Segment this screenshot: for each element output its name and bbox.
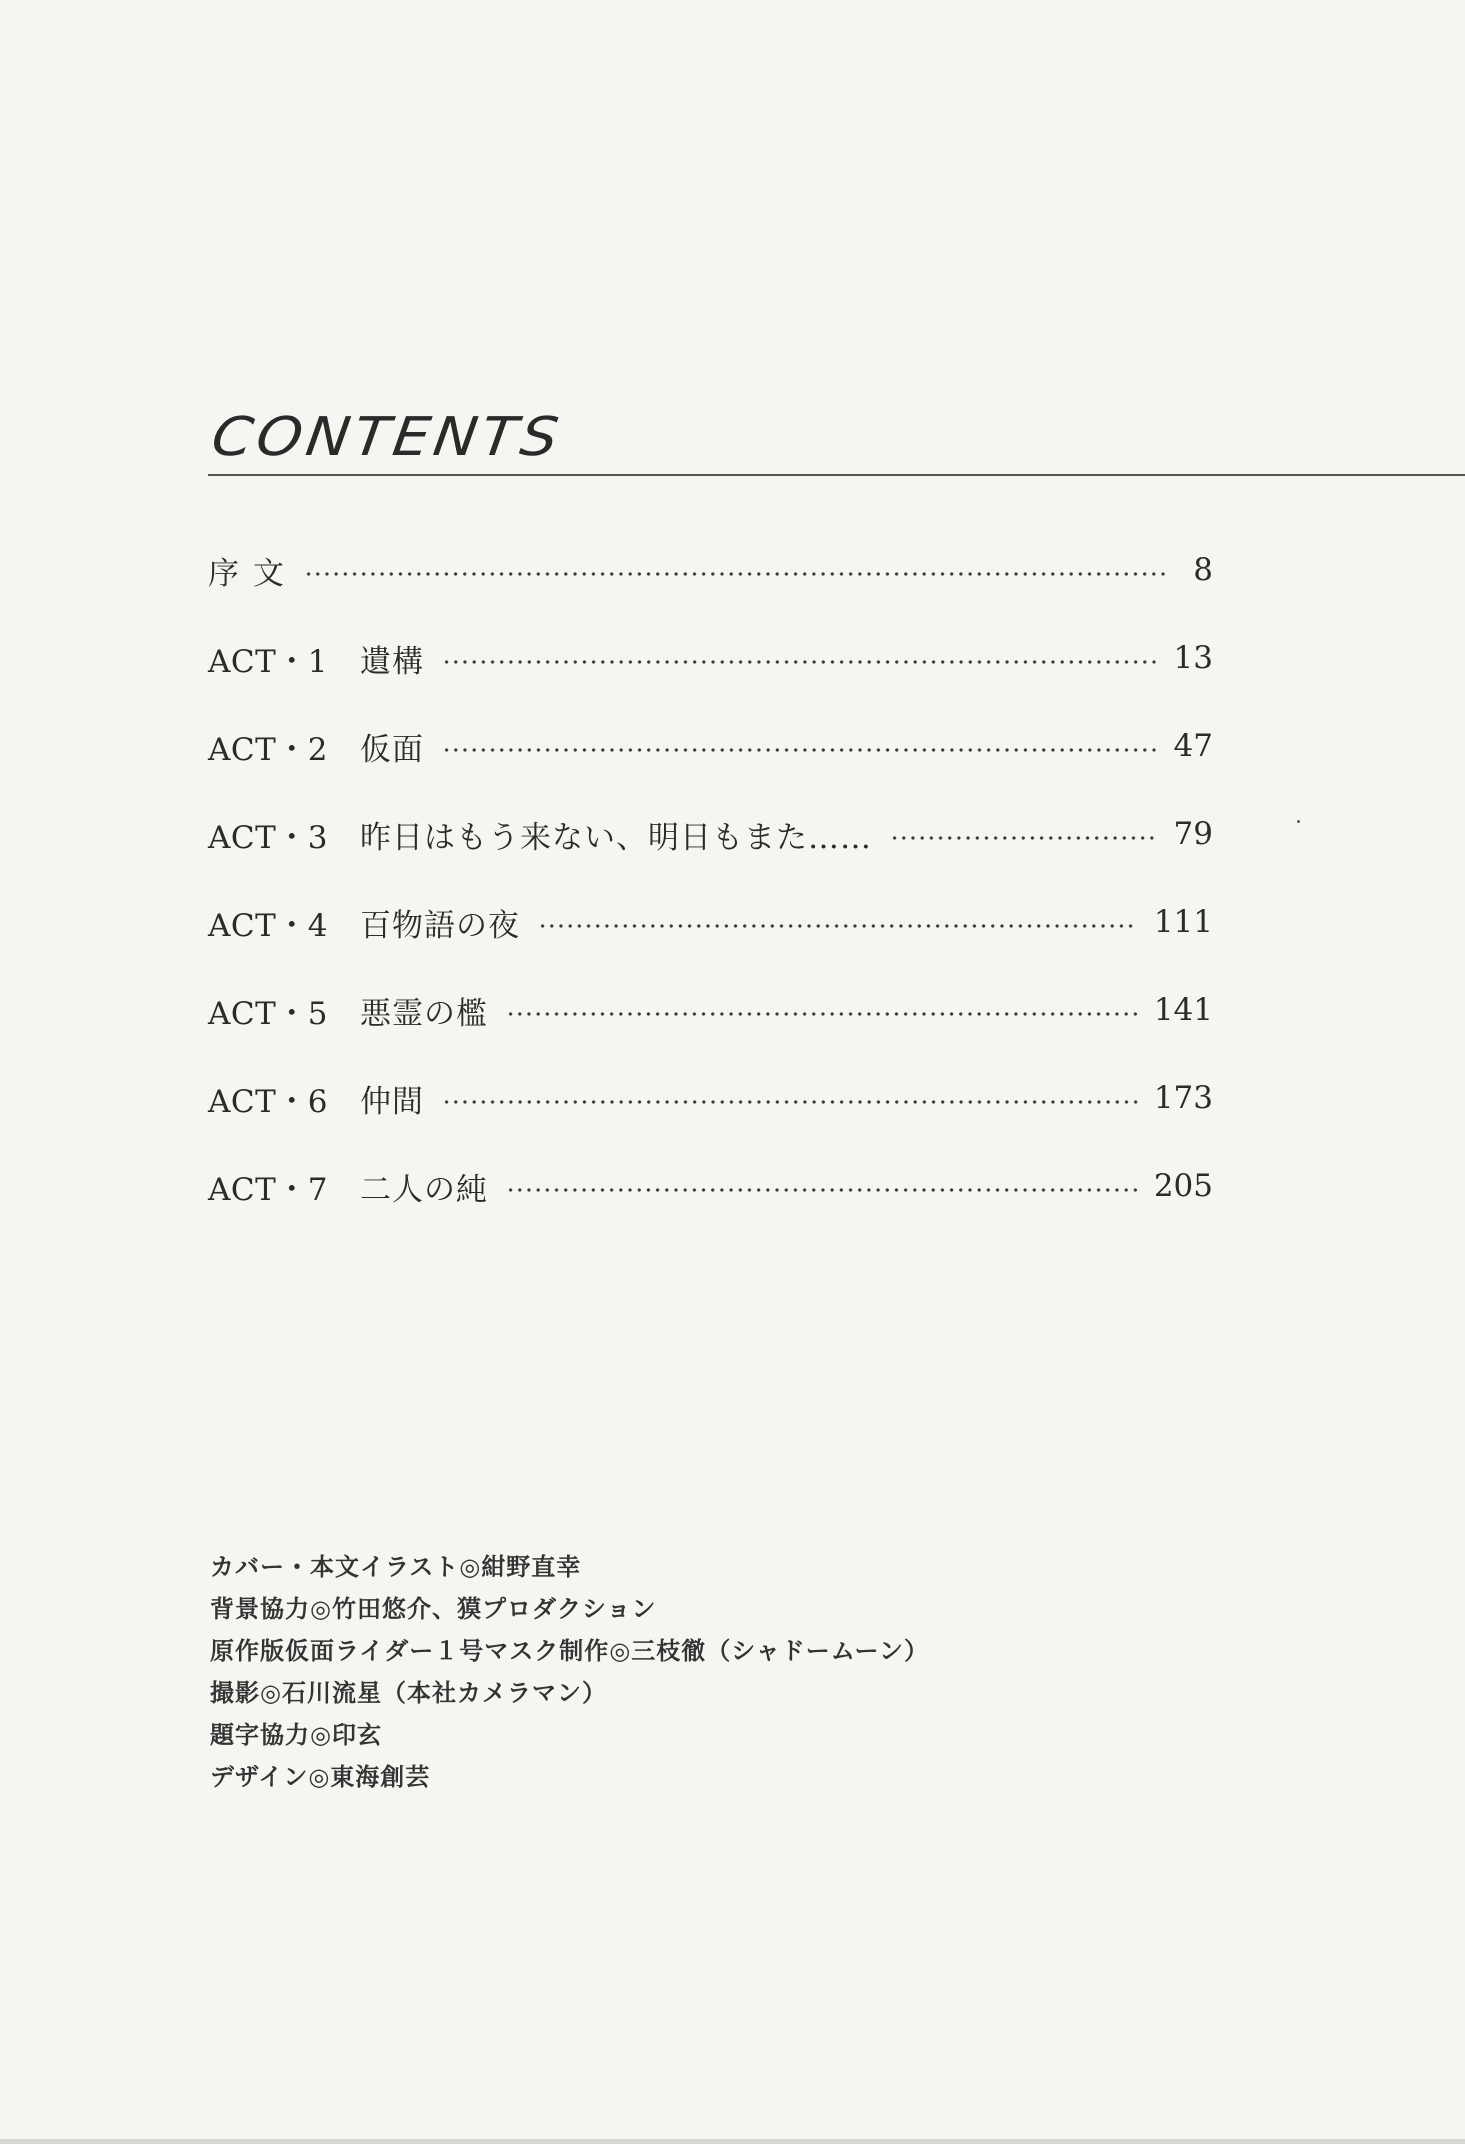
toc-entry-page: 205 xyxy=(1153,1168,1213,1204)
toc-entry-act-1 xyxy=(208,614,1213,702)
toc-entry-title: 仮面 xyxy=(360,731,424,768)
toc-entry-act: ACT・5 xyxy=(208,995,329,1032)
toc-entry-act-3 xyxy=(208,790,1213,878)
table-of-contents xyxy=(208,526,1213,1230)
dot-leader xyxy=(890,836,1158,840)
toc-entry-act-2 xyxy=(208,702,1213,790)
dot-leader xyxy=(442,660,1158,664)
credit-line: 原作版仮面ライダー１号マスク制作◎三枝徹（シャドームーン） xyxy=(210,1637,930,1665)
toc-entry-title: 悪霊の檻 xyxy=(360,995,488,1032)
toc-entry-page: 8 xyxy=(1193,552,1213,588)
toc-entry-preface xyxy=(208,526,1213,614)
toc-entry-page: 111 xyxy=(1153,904,1213,940)
toc-entry-page: 13 xyxy=(1173,640,1213,676)
credits-block xyxy=(210,1546,929,1798)
toc-entry-page: 141 xyxy=(1153,992,1213,1028)
dot-leader xyxy=(442,748,1158,752)
toc-entry-page: 47 xyxy=(1173,728,1213,764)
toc-entry-act: ACT・7 xyxy=(208,1171,329,1208)
toc-entry-act: ACT・3 xyxy=(208,819,329,856)
toc-entry-page: 173 xyxy=(1153,1080,1213,1116)
dot-leader xyxy=(538,924,1138,928)
credit-line: 背景協力◎竹田悠介、獏プロダクション xyxy=(210,1595,657,1623)
toc-entry-title: 序文 xyxy=(208,555,298,592)
toc-entry-act: ACT・2 xyxy=(208,731,329,768)
credit-line: デザイン◎東海創芸 xyxy=(210,1763,431,1791)
credit-line: カバー・本文イラスト◎紺野直幸 xyxy=(210,1553,582,1581)
contents-heading: CONTENTS xyxy=(208,405,567,468)
toc-entry-act: ACT・6 xyxy=(208,1083,329,1120)
toc-entry-title: 仲間 xyxy=(360,1083,424,1120)
toc-entry-page: 79 xyxy=(1173,816,1213,852)
credit-line: 撮影◎石川流星（本社カメラマン） xyxy=(210,1679,607,1707)
toc-entry-act-7 xyxy=(208,1142,1213,1230)
toc-entry-title: 二人の純 xyxy=(360,1171,488,1208)
credit-line: 題字協力◎印玄 xyxy=(210,1721,382,1749)
toc-entry-act: ACT・1 xyxy=(208,643,329,680)
heading-rule xyxy=(208,474,1465,476)
page-edge xyxy=(0,2139,1465,2144)
toc-entry-title: 百物語の夜 xyxy=(360,907,520,944)
toc-entry-act-5 xyxy=(208,966,1213,1054)
dot-leader xyxy=(304,572,1169,576)
toc-entry-act-6 xyxy=(208,1054,1213,1142)
dot-leader xyxy=(506,1188,1138,1192)
toc-entry-act: ACT・4 xyxy=(208,907,329,944)
toc-entry-title: 昨日はもう来ない、明日もまた…… xyxy=(360,819,872,856)
toc-entry-title: 遺構 xyxy=(360,643,424,680)
stray-mark xyxy=(1297,820,1300,823)
toc-entry-act-4 xyxy=(208,878,1213,966)
dot-leader xyxy=(506,1012,1138,1016)
dot-leader xyxy=(442,1100,1138,1104)
